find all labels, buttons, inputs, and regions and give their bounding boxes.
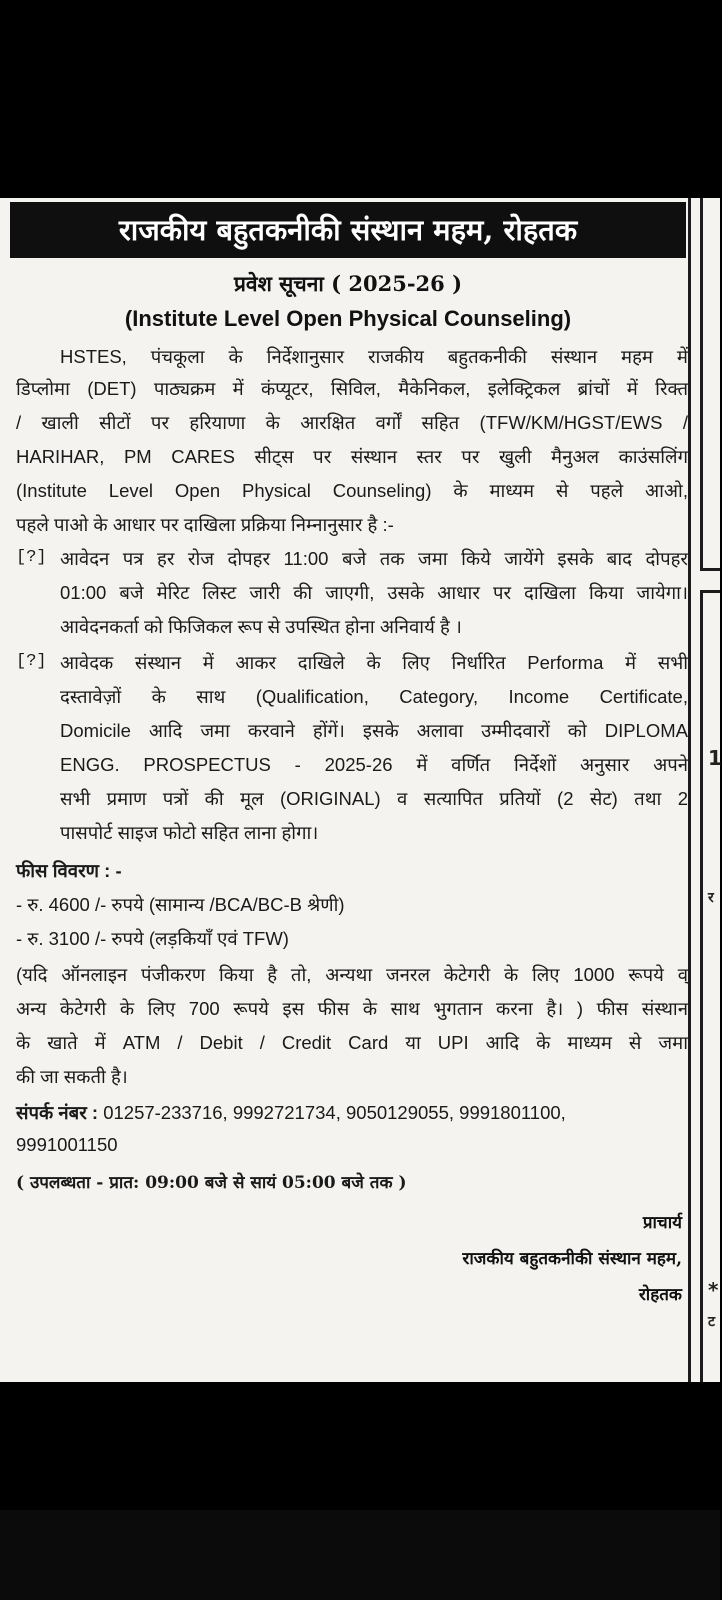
contact-line (16, 1100, 688, 1125)
edge-text: 1 (708, 746, 722, 770)
bullet-line: आवेदन पत्र हर रोज दोपहर 11:00 बजे तक जमा किये जायेंगे इसके बाद दोपहर (60, 548, 688, 569)
edge-rule (700, 198, 703, 568)
intro-line: (Institute Level Open Physical Counseling) के माध्यम से पहले आओ, (16, 480, 688, 501)
notice-subtitle: प्रवेश सूचना ( 2025-26 ) (233, 271, 463, 296)
edge-rule (700, 590, 720, 593)
admission-notice (10, 198, 696, 1382)
signatory-title: प्राचार्य (642, 1213, 682, 1233)
bullet-marker: [?] (16, 548, 47, 567)
bullet-marker: [?] (16, 652, 47, 671)
intro-line: / खाली सीटों पर हरियाणा के आरक्षित वर्गों सहित (TFW/KM/HGST/EWS / (16, 412, 688, 433)
intro-line: HARIHAR, PM CARES सीट्स पर संस्थान स्तर पर खुली मैनुअल काउंसलिंग (16, 446, 688, 467)
intro-line: HSTES, पंचकूला के निर्देशानुसार राजकीय बहुतकनीकी संस्थान महम में (60, 346, 688, 367)
bullet-line: ENGG. PROSPECTUS - 2025-26 में वर्णित निर्देशों अनुसार अपने (60, 754, 688, 775)
navigation-bar (0, 1510, 720, 1600)
bullet-line: 01:00 बजे मेरिट लिस्ट जारी की जाएगी, उसके आधार पर दाखिला किया जायेगा। (60, 582, 688, 603)
bullet-line: पासपोर्ट साइज फोटो सहित लाना होगा। (60, 822, 319, 843)
notice-subtitle-english: (Institute Level Open Physical Counseling) (124, 306, 572, 331)
screen-background (0, 1382, 720, 1510)
bullet-line: सभी प्रमाण पत्रों की मूल (ORIGINAL) व सत्यापित प्रतियों (2 सेट) तथा 2 (60, 788, 688, 809)
fee-note-line: की जा सकती है। (16, 1066, 128, 1087)
newspaper-clipping (0, 198, 720, 1382)
contact-numbers: 01257-233716, 9992721734, 9050129055, 9991801100, (103, 1102, 566, 1123)
contact-label: संपर्क नंबर : (16, 1102, 99, 1123)
contact-numbers-continued: 9991001150 (16, 1134, 118, 1155)
edge-rule (700, 568, 720, 571)
fee-line: - रु. 3100 /- रुपये (लड़कियाँ एवं TFW) (16, 928, 289, 949)
fee-note-line: अन्य केटेगरी के लिए 700 रूपये इस फीस के साथ भुगतान करना है। ) फीस संस्थान (16, 998, 688, 1019)
fee-line: - रु. 4600 /- रुपये (सामान्य /BCA/BC-B श्रेणी) (16, 894, 345, 915)
edge-text: ट (708, 1314, 716, 1330)
edge-rule (700, 590, 703, 1382)
fee-note-line: के खाते में ATM / Debit / Credit Card या UPI आदि के माध्यम से जमा (16, 1032, 688, 1053)
edge-text: र (708, 890, 714, 906)
signatory-org: राजकीय बहुतकनीकी संस्थान महम, (462, 1249, 682, 1269)
notice-header: राजकीय बहुतकनीकी संस्थान महम, रोहतक (10, 202, 686, 258)
edge-text: * (708, 1278, 719, 1302)
intro-line: डिप्लोमा (DET) पाठ्यक्रम में कंप्यूटर, सिविल, मैकेनिकल, इलेक्ट्रिकल ब्रांचों में रिक्त (16, 378, 688, 399)
fee-note-line: (यदि ऑनलाइन पंजीकरण किया है तो, अन्यथा जनरल केटेगरी के लिए 1000 रूपये व् (16, 964, 688, 985)
availability-hours: ( उपलब्धता - प्रात: 09:00 बजे से सायं 05:00 बजे तक ) (16, 1173, 407, 1193)
bullet-line: आवेदक संस्थान में आकर दाखिले के लिए निर्धारित Performa में सभी (60, 652, 688, 673)
fee-heading: फीस विवरण : - (16, 860, 122, 881)
bullet-line: आवेदनकर्ता को फिजिकल रूप से उपस्थित होना अनिवार्य है । (60, 616, 462, 637)
intro-line: पहले पाओ के आधार पर दाखिला प्रक्रिया निम्नानुसार है :- (16, 514, 394, 535)
bullet-line: Domicile आदि जमा करवाने होंगें। इसके अलावा उम्मीदवारों को DIPLOMA (60, 720, 688, 741)
bullet-line: दस्तावेज़ों के साथ (Qualification, Category, Income Certificate, (60, 686, 688, 707)
signatory-place: रोहतक (638, 1285, 682, 1305)
